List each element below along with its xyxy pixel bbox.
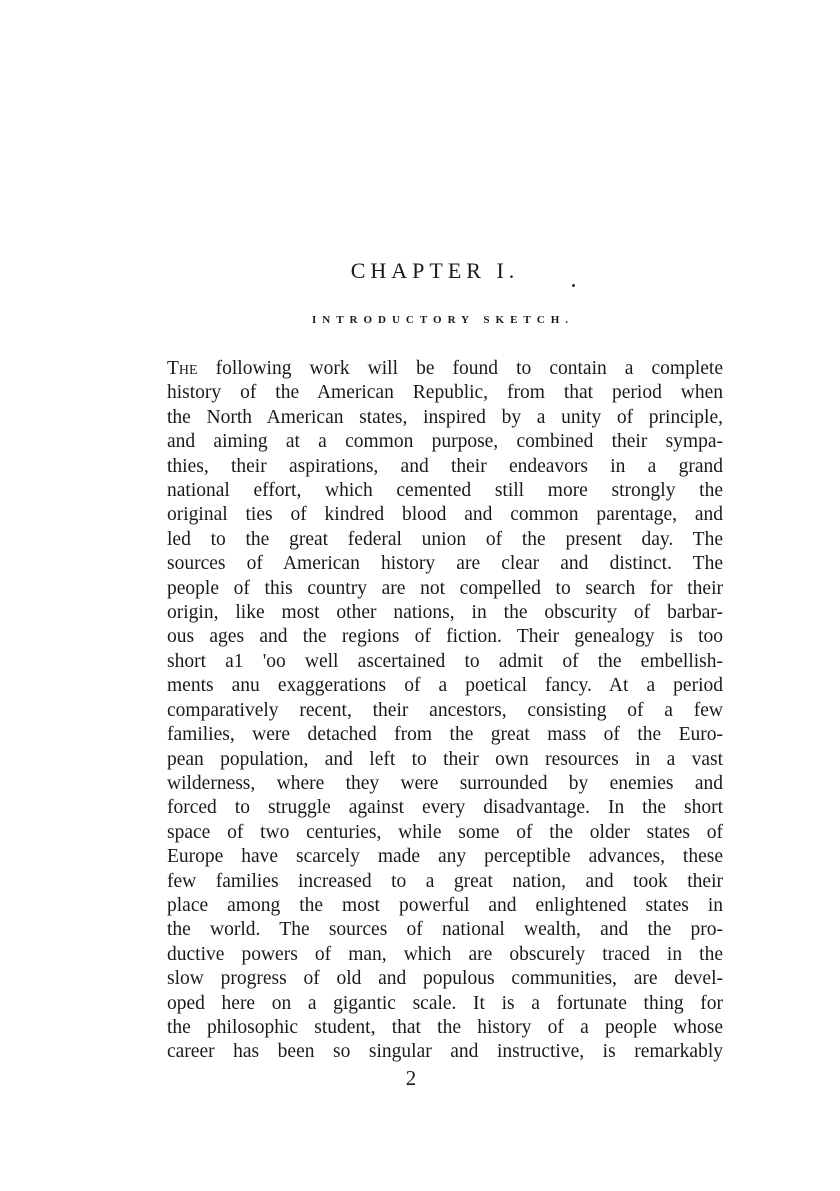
text-line: national effort, which cemented still more strongly the — [167, 480, 723, 502]
text-line: ments anu exaggerations of a poetical fancy. At a period — [167, 675, 723, 697]
text-line: the philosophic student, that the history of a people whose — [167, 1016, 723, 1038]
text-line: history of the American Republic, from that period when — [167, 382, 723, 404]
text-line: led to the great federal union of the present day. The — [167, 528, 723, 550]
text-line: few families increased to a great nation, and took their — [167, 870, 723, 892]
text-line: ous ages and the regions of fiction. Their genealogy is too — [167, 626, 723, 648]
chapter-heading: CHAPTER I. — [350, 258, 520, 283]
text-line: Europe have scarcely made any perceptible advances, these — [167, 846, 723, 868]
body-paragraph — [167, 357, 723, 1065]
text-line: original ties of kindred blood and common parentage, and — [167, 504, 723, 526]
text-line: forced to struggle against every disadvantage. In the short — [167, 797, 723, 819]
chapter-subtitle: INTRODUCTORY SKETCH. — [311, 314, 575, 326]
text-line: pean population, and left to their own resources in a vast — [167, 748, 723, 770]
text-line: origin, like most other nations, in the obscurity of barbar- — [167, 602, 723, 624]
text-line: the world. The sources of national wealth, and the pro- — [167, 919, 723, 941]
text-line: oped here on a gigantic scale. It is a fortunate thing for — [167, 992, 723, 1014]
text-line: space of two centuries, while some of the older states of — [167, 821, 723, 843]
text-line: ductive powers of man, which are obscurely traced in the — [167, 943, 723, 965]
text-line: slow progress of old and populous communities, are devel- — [167, 968, 723, 990]
text-line: comparatively recent, their ancestors, consisting of a few — [167, 699, 723, 721]
text-line: people of this country are not compelled to search for their — [167, 577, 723, 599]
text-line: and aiming at a common purpose, combined their sympa- — [167, 431, 723, 453]
text-line: thies, their aspirations, and their endeavors in a grand — [167, 455, 723, 477]
text-line: short a1 'oo well ascertained to admit of the embellish- — [167, 650, 723, 672]
text-line: the North American states, inspired by a unity of principle, — [167, 406, 723, 428]
lead-word: The — [167, 358, 198, 379]
text-line: wilderness, where they were surrounded by enemies and — [167, 772, 723, 794]
ink-speck — [572, 284, 575, 287]
text-line: career has been so singular and instructive, is remarkably — [167, 1041, 723, 1063]
page-number: 2 — [405, 1066, 417, 1090]
text-line: families, were detached from the great mass of the Euro- — [167, 724, 723, 746]
text-line: place among the most powerful and enlightened states in — [167, 894, 723, 916]
text-line: sources of American history are clear and distinct. The — [167, 553, 723, 575]
text-line: The following work will be found to contain a complete — [167, 358, 723, 379]
